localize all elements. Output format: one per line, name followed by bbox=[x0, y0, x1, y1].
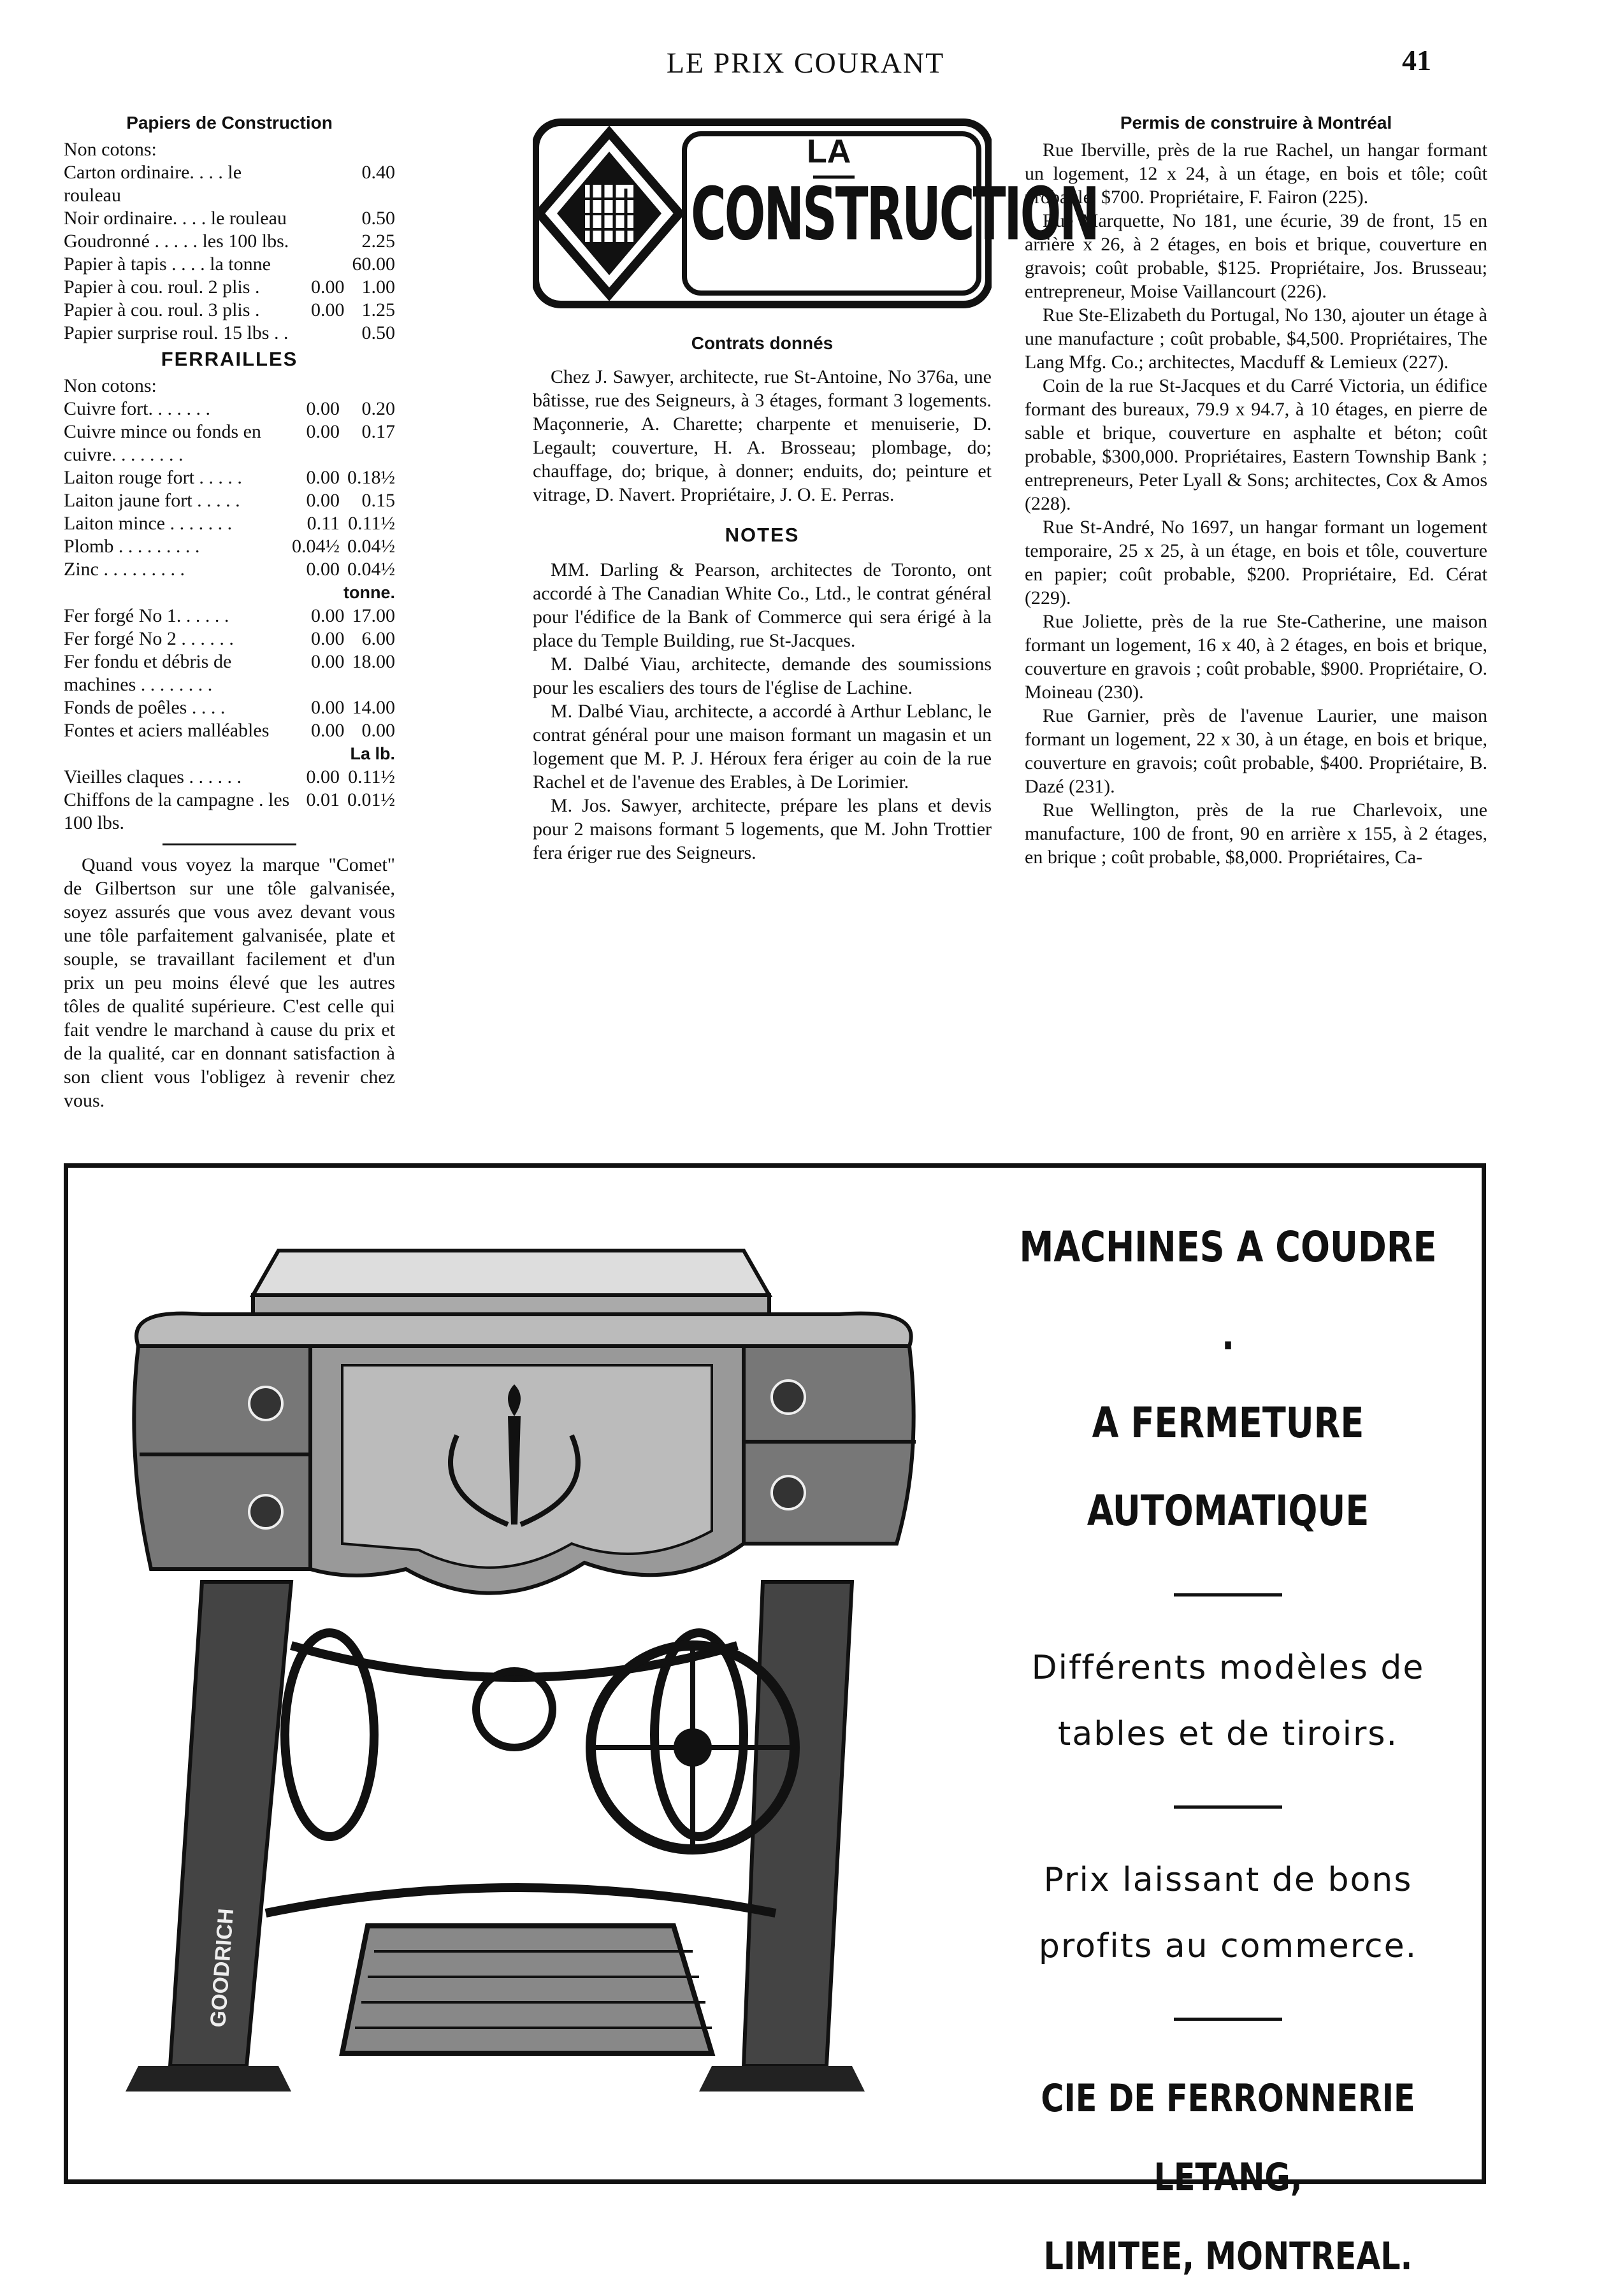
price-row bbox=[64, 696, 395, 719]
price-item-label: Laiton jaune fort . . . . . bbox=[64, 490, 240, 511]
price-min: 0.00 bbox=[311, 276, 345, 298]
right-column bbox=[1025, 108, 1487, 869]
ad-body-prices bbox=[973, 1847, 1483, 1979]
ad-divider bbox=[1174, 1805, 1282, 1809]
price-min: 0.00 bbox=[311, 628, 345, 649]
permit-entry: Rue Ste-Elizabeth du Portugal, No 130, ajouter un étage à une manufacture ; coût probable, $4,500. Propriétaires, The Lang Mfg. Co.; architectes, Macduff & Lemieux (227). bbox=[1025, 305, 1487, 373]
price-max: 0.00 bbox=[361, 720, 395, 741]
price-item-label: Fer forgé No 1. . . . . . bbox=[64, 605, 229, 626]
price-max: 0.11½ bbox=[348, 513, 395, 534]
price-row bbox=[64, 420, 395, 466]
price-row bbox=[64, 558, 395, 581]
price-item-label: Papier surprise roul. 15 lbs . . bbox=[64, 322, 289, 343]
page-title: LE PRIX COURANT bbox=[666, 47, 945, 79]
price-item-label: Fontes et aciers malléables bbox=[64, 720, 270, 741]
ad-body-line: Différents modèles de bbox=[1031, 1649, 1425, 1687]
price-max: 18.00 bbox=[352, 651, 395, 672]
price-row bbox=[64, 535, 395, 558]
price-max: 0.11½ bbox=[348, 766, 395, 787]
price-max: 0.18½ bbox=[347, 467, 395, 488]
price-item-label: Cuivre mince ou fonds en cuivre. . . . . . . . bbox=[64, 421, 261, 465]
price-min: 0.00 bbox=[311, 720, 345, 741]
price-row bbox=[64, 161, 395, 207]
price-row bbox=[64, 512, 395, 535]
price-item-label: Goudronné . . . . . les 100 lbs. bbox=[64, 231, 289, 252]
price-max: 0.50 bbox=[361, 208, 395, 229]
price-item-label: Laiton rouge fort . . . . . bbox=[64, 467, 242, 488]
page-number: 41 bbox=[1402, 44, 1431, 76]
price-max bbox=[340, 375, 395, 398]
unit-heading-tonne: tonne. bbox=[343, 583, 395, 602]
price-max: 0.15 bbox=[361, 490, 395, 511]
permit-entry: Coin de la rue St-Jacques et du Carré Victoria, un édifice formant des bureaux, 79.9 x 94.7, à 10 étages, en pierre de sable et brique, couverture en asphalte et béton; coût probable, $300,000. Propriétaires, Eastern Township Bank ; entrepreneurs, Peter Lyall & Sons; architectes, Cox & Amos (228). bbox=[1025, 375, 1487, 514]
price-item-label: Chiffons de la campagne . les 100 lbs. bbox=[64, 789, 290, 833]
price-max: 0.17 bbox=[361, 421, 395, 442]
permit-entry: Rue Wellington, près de la rue Charlevoix, une manufacture, 100 de front, 90 en arrière x 155, à 2 étages, en brique ; coût probable, $8,000. Propriétaires, Ca- bbox=[1025, 800, 1487, 868]
price-min: 0.00 bbox=[306, 490, 340, 511]
price-max: 0.20 bbox=[361, 398, 395, 419]
permit-entry: Rue Garnier, près de l'avenue Laurier, une maison formant un logement, 22 x 30, à un étage, en bois et brique, couverture en gravois; coût probable, $400. Propriétaire, B. Dazé (231). bbox=[1025, 705, 1487, 797]
price-item-label: Cuivre fort. . . . . . . bbox=[64, 398, 210, 419]
price-max: 0.04½ bbox=[347, 559, 395, 580]
price-row bbox=[64, 322, 395, 345]
price-item-label: Non cotons: bbox=[64, 139, 157, 160]
ad-divider bbox=[1174, 1593, 1282, 1596]
price-max: 2.25 bbox=[361, 231, 395, 252]
ad-company-name bbox=[1019, 2059, 1437, 2296]
section-title-notes: NOTES bbox=[725, 524, 800, 546]
ad-headline-line: AUTOMATIQUE bbox=[1087, 1486, 1369, 1535]
machine-brand-text: GOODRICH bbox=[206, 1907, 239, 2028]
price-max: 0.01½ bbox=[347, 789, 395, 810]
price-table-fer bbox=[64, 605, 395, 742]
price-max: 6.00 bbox=[361, 628, 395, 649]
price-row bbox=[64, 766, 395, 789]
price-item-label: Fonds de poêles . . . . bbox=[64, 697, 226, 718]
notes-paragraph: M. Dalbé Viau, architecte, a accordé à Arthur Leblanc, le contrat général pour une maison formant un magasin et un logement que M. P. J. Héroux fera ériger au coin de la rue Rachel et de l'avenue des Erables, à De Lorimier. bbox=[533, 701, 992, 793]
ad-company-line: LIMITEE, MONTREAL. bbox=[1043, 2234, 1413, 2279]
price-item-label: Laiton mince . . . . . . . bbox=[64, 513, 233, 534]
price-row bbox=[64, 398, 395, 420]
price-item-label: Papier à cou. roul. 3 plis . bbox=[64, 299, 260, 320]
price-item-label: Fer forgé No 2 . . . . . . bbox=[64, 628, 234, 649]
price-min: 0.11 bbox=[307, 513, 340, 534]
price-max: 0.50 bbox=[361, 322, 395, 343]
divider bbox=[163, 843, 296, 845]
price-row bbox=[64, 375, 395, 398]
price-table-divers bbox=[64, 766, 395, 835]
price-min: 0.04½ bbox=[292, 536, 340, 557]
price-min: 0.01 bbox=[306, 789, 340, 810]
price-row bbox=[64, 207, 395, 230]
notes-paragraph: M. Dalbé Viau, architecte, demande des soumissions pour les escaliers des tours de l'église de Lachine. bbox=[533, 654, 992, 698]
price-max: 14.00 bbox=[352, 697, 395, 718]
price-table-ferrailles bbox=[64, 375, 395, 581]
price-min: 0.00 bbox=[306, 398, 340, 419]
price-max: 0.04½ bbox=[347, 536, 395, 557]
price-row bbox=[64, 253, 395, 276]
price-row bbox=[64, 299, 395, 322]
price-min: 0.00 bbox=[306, 766, 340, 787]
ad-headline-line: MACHINES A COUDRE . bbox=[1019, 1223, 1437, 1360]
permit-entry: Rue Iberville, près de la rue Rachel, un hangar formant un logement, 12 x 24, à un étage, en bois et tôle; coût probable, $700. Propriétaire, F. Fairon (225). bbox=[1025, 140, 1487, 208]
price-row bbox=[64, 466, 395, 489]
ad-body-line: tables et de tiroirs. bbox=[1057, 1715, 1399, 1753]
price-row bbox=[64, 628, 395, 650]
sewing-machine-illustration bbox=[100, 1225, 967, 2142]
price-max: 0.40 bbox=[361, 162, 395, 183]
contracts-paragraph: Chez J. Sawyer, architecte, rue St-Antoine, No 376a, une bâtisse, rue des Seigneurs, à 3 étages, formant 3 logements. Maçonnerie, A. Charette; charpente et menuiserie, D. Legault; couverture, H. A. Brosseau; plombage, do; chauffage, do; brique, à donner; enduits, do; peinture et vitrage, D. Navert. Propriétaire, J. O. E. Perras. bbox=[533, 366, 992, 505]
price-item-label: Fer fondu et débris de machines . . . . . . . . bbox=[64, 651, 232, 695]
la-construction-logo bbox=[533, 115, 1098, 312]
left-column bbox=[64, 108, 395, 1112]
permit-entry: Rue Joliette, près de la rue Ste-Catherine, une maison formant un logement, 16 x 40, à 2 étages, en bois et brique, couverture en gravois ; coût probable, $900. Propriétaire, O. Moineau (230). bbox=[1025, 611, 1487, 703]
section-title-permis: Permis de construire à Montréal bbox=[1120, 113, 1392, 133]
price-item-label: Papier à tapis . . . . la tonne bbox=[64, 254, 271, 275]
section-title-ferrailles: FERRAILLES bbox=[161, 348, 298, 370]
ad-body-line: Prix laissant de bons bbox=[1043, 1861, 1413, 1899]
price-item-label: Plomb . . . . . . . . . bbox=[64, 536, 200, 557]
ad-headline bbox=[1019, 1203, 1437, 1555]
unit-heading-lb: La lb. bbox=[350, 744, 395, 763]
ad-body-line: profits au commerce. bbox=[1038, 1927, 1418, 1965]
price-min: 0.00 bbox=[311, 651, 345, 672]
price-min bbox=[295, 138, 345, 161]
price-table-papiers bbox=[64, 138, 395, 345]
price-max: 17.00 bbox=[352, 605, 395, 626]
price-min: 0.00 bbox=[311, 299, 345, 320]
price-min bbox=[284, 375, 340, 398]
price-min bbox=[295, 253, 345, 276]
price-item-label: Vieilles claques . . . . . . bbox=[64, 766, 242, 787]
price-min bbox=[295, 230, 345, 253]
middle-column bbox=[533, 108, 1098, 865]
notes-paragraph: MM. Darling & Pearson, architectes de Toronto, ont accordé à The Canadian White Co., Ltd., le contrat général pour l'édifice de la Bank of Commerce qui sera érigé à la place du Temple Building, rue St-Jacques. bbox=[533, 559, 992, 651]
price-max: 60.00 bbox=[352, 254, 395, 275]
ad-divider bbox=[1174, 2018, 1282, 2021]
price-item-label: Papier à cou. roul. 2 plis . bbox=[64, 276, 260, 298]
price-row bbox=[64, 605, 395, 628]
price-min: 0.00 bbox=[311, 605, 345, 626]
logo-text-construction: CONSTRUCTION bbox=[691, 171, 1098, 257]
price-row bbox=[64, 276, 395, 299]
sewing-machine-advertisement bbox=[64, 1163, 1486, 2279]
price-row bbox=[64, 489, 395, 512]
price-min: 0.00 bbox=[306, 559, 340, 580]
price-min: 0.00 bbox=[306, 467, 340, 488]
price-item-label: Non cotons: bbox=[64, 375, 157, 396]
price-min: 0.00 bbox=[306, 421, 340, 442]
price-row bbox=[64, 138, 395, 161]
ad-company-line: CIE DE FERRONNERIE LETANG, bbox=[1041, 2076, 1415, 2200]
price-item-label: Zinc . . . . . . . . . bbox=[64, 559, 185, 580]
price-row bbox=[64, 230, 395, 253]
section-title-papiers: Papiers de Construction bbox=[126, 113, 333, 133]
price-max: 1.00 bbox=[361, 276, 395, 298]
price-min bbox=[295, 161, 345, 207]
ad-body-models bbox=[973, 1635, 1483, 1767]
price-item-label: Carton ordinaire. . . . le rouleau bbox=[64, 162, 242, 206]
price-item-label: Noir ordinaire. . . . le rouleau bbox=[64, 208, 287, 229]
price-min: 0.00 bbox=[311, 697, 345, 718]
notes-paragraph: M. Jos. Sawyer, architecte, prépare les plans et devis pour 2 maisons formant 5 logements, que M. John Trottier fera ériger rue des Seigneurs. bbox=[533, 795, 992, 863]
section-title-contrats: Contrats donnés bbox=[691, 333, 834, 353]
ad-headline-line: A FERMETURE bbox=[1092, 1398, 1364, 1447]
price-min bbox=[295, 207, 345, 230]
price-max bbox=[345, 138, 396, 161]
logo-text-la: LA bbox=[807, 133, 851, 170]
permit-entry: Rue Marquette, No 181, une écurie, 39 de front, 15 en arrière x 26, à 2 étages, en bois et brique, couverture en gravois; coût probable, $125. Propriétaire, Jos. Brusseau; entrepreneur, Moise Vaillancourt (226). bbox=[1025, 210, 1487, 302]
price-row bbox=[64, 650, 395, 696]
price-row bbox=[64, 789, 395, 835]
permit-entry: Rue St-André, No 1697, un hangar formant un logement temporaire, 25 x 25, à un étage, en bois et tôle, couverture en papier; coût probable, $200. Propriétaire, Ed. Cérat (229). bbox=[1025, 517, 1487, 608]
comet-paragraph: Quand vous voyez la marque "Comet" de Gilbertson sur une tôle galvanisée, soyez assurés que vous avez devant vous une tôle parfaitement galvanisée, plate et souple, se travaillant facilement et d'un prix un peu moins élevé que les autres tôles de qualité supérieure. C'est celle qui fait vendre le marchand à cause du prix et de la qualité, car en donnant satisfaction à son client vous l'obligez à revenir chez vous. bbox=[64, 854, 395, 1111]
price-row bbox=[64, 719, 395, 742]
ad-text-block bbox=[973, 1168, 1483, 2296]
price-max: 1.25 bbox=[361, 299, 395, 320]
price-min bbox=[295, 322, 345, 345]
